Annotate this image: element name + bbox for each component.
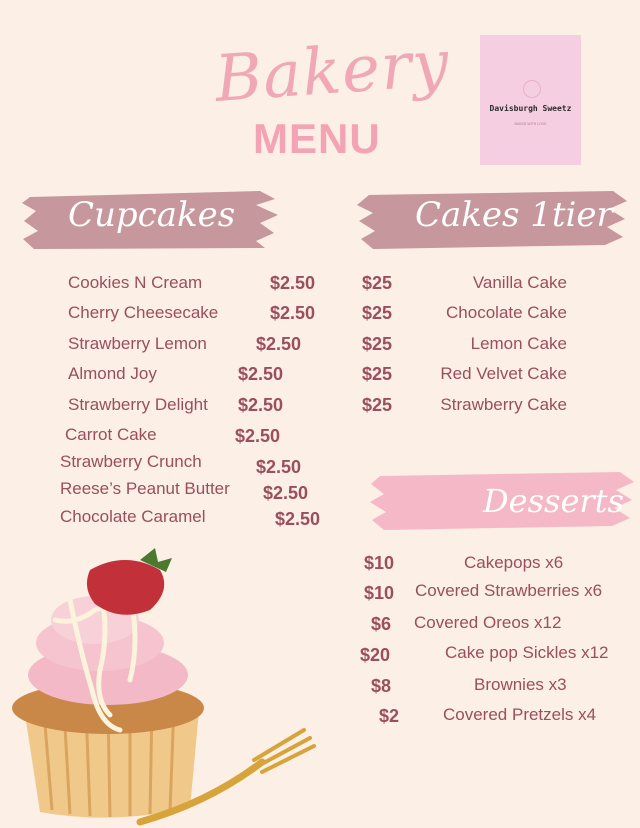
- cake-item: Red Velvet Cake: [440, 364, 567, 383]
- cupcake-price: $2.50: [256, 457, 302, 477]
- cupcake-illustration: [0, 540, 330, 828]
- cupcake-price: $2.50: [256, 334, 302, 354]
- cupcake-price: $2.50: [270, 273, 316, 293]
- logo-name: Davisburgh Sweetz: [489, 104, 572, 113]
- cupcake-price: $2.50: [238, 364, 284, 384]
- cake-price: $25: [362, 273, 393, 293]
- cupcake-item: Carrot Cake: [65, 425, 157, 444]
- logo-card: [480, 35, 581, 165]
- cupcake-price: $2.50: [235, 426, 281, 446]
- logo-tagline: BAKED WITH LOVE: [514, 122, 547, 126]
- cupcake-item: Strawberry Lemon: [68, 334, 207, 353]
- dessert-price: $2: [379, 706, 400, 726]
- cupcake-price: $2.50: [275, 509, 321, 529]
- cupcake-price: $2.50: [263, 483, 309, 503]
- dessert-item: Covered Pretzels x4: [443, 705, 597, 724]
- dessert-price: $10: [364, 583, 395, 603]
- desserts-title: Desserts: [483, 482, 624, 520]
- dessert-item: Cake pop Sickles x12: [445, 643, 609, 662]
- cupcake-price: $2.50: [238, 395, 284, 415]
- cakes-title: Cakes 1tier: [415, 195, 613, 235]
- dessert-item: Covered Strawberries x6: [415, 581, 603, 600]
- logo-emblem-icon: [523, 80, 541, 98]
- title-script: Bakery: [212, 26, 452, 117]
- dessert-item: Cakepops x6: [464, 553, 564, 572]
- cake-price: $25: [362, 395, 393, 415]
- cupcake-price: $2.50: [270, 303, 316, 323]
- cake-item: Vanilla Cake: [472, 273, 567, 292]
- dessert-price: $8: [371, 676, 392, 696]
- cake-item: Chocolate Cake: [446, 303, 567, 322]
- cupcake-item: Cherry Cheesecake: [68, 303, 219, 322]
- cupcakes-banner: [20, 185, 280, 255]
- cupcake-item: Almond Joy: [68, 364, 157, 383]
- cupcake-item: Chocolate Caramel: [60, 507, 206, 526]
- dessert-item: Brownies x3: [474, 675, 567, 694]
- cupcake-item: Strawberry Delight: [68, 395, 208, 414]
- cupcake-item: Strawberry Crunch: [60, 452, 202, 471]
- cake-price: $25: [362, 364, 393, 384]
- cupcake-item: Cookies N Cream: [68, 273, 203, 292]
- desserts-banner: [368, 468, 636, 534]
- cakes-banner: [355, 185, 630, 255]
- cupcake-item: Reese’s Peanut Butter: [60, 479, 230, 498]
- title-menu: MENU: [253, 115, 381, 162]
- cake-price: $25: [362, 303, 393, 323]
- cupcakes-title: Cupcakes: [68, 195, 236, 235]
- cake-price: $25: [362, 334, 393, 354]
- dessert-price: $20: [360, 645, 391, 665]
- dessert-price: $10: [364, 553, 395, 573]
- dessert-price: $6: [371, 614, 392, 634]
- cake-item: Strawberry Cake: [440, 395, 567, 414]
- dessert-item: Covered Oreos x12: [414, 613, 562, 632]
- cake-item: Lemon Cake: [470, 334, 567, 353]
